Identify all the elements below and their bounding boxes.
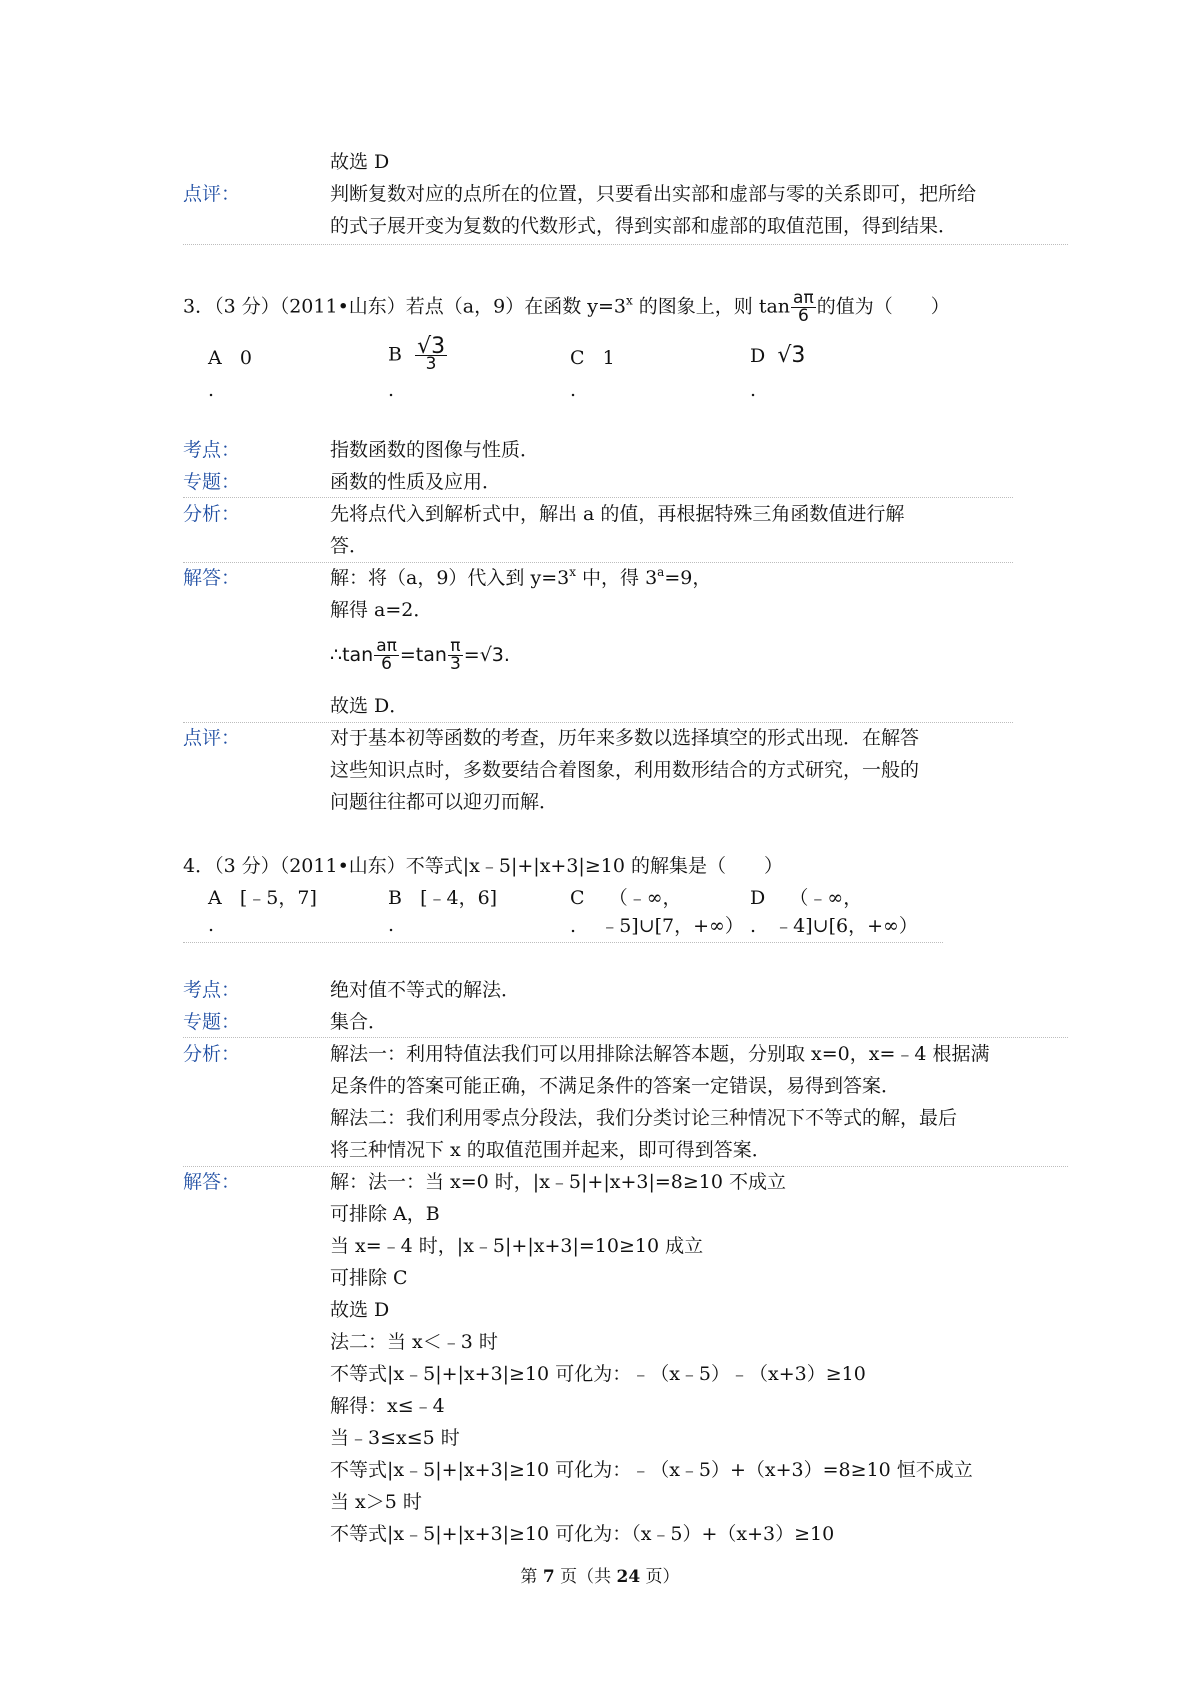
q3-jieda-formula: ∴tan $\frac{a\pi}{6}$ =tan $\frac{\pi}{3}$ =√3.	[330, 636, 510, 674]
q3-option-a[interactable]: A 0	[208, 347, 252, 369]
q3-kaodian: 指数函数的图像与性质．	[330, 439, 540, 461]
q4-kaodian: 绝对值不等式的解法．	[330, 979, 521, 1001]
q3-option-b[interactable]: B $\frac{√3}{3}$	[388, 334, 446, 374]
q4-fenxi-line-2: 足条件的答案可能正确，不满足条件的答案一定错误，易得到答案．	[330, 1075, 901, 1097]
q4-option-c[interactable]: C （﹣∞，	[570, 887, 682, 909]
q4-option-b-dot: .	[388, 914, 395, 936]
q3-jieda-line-1: 解：将（a，9）代入到 $y=3^x$ 中，得 $3^a=9$，	[330, 565, 712, 589]
q4-fenxi-label: 分析：	[183, 1043, 241, 1065]
q3-stem-fraction: $\frac{a\pi}{6}$	[793, 288, 814, 326]
divider	[183, 722, 1013, 723]
q3-fenxi-line-2: 答．	[330, 535, 369, 557]
divider	[183, 497, 1013, 498]
q4-option-d-line2: . ﹣4]∪[6，+∞）	[750, 915, 918, 937]
q3-fenxi-line-1: 先将点代入到解析式中，解出 a 的值，再根据特殊三角函数值进行解	[330, 503, 905, 525]
q4-stem: 4．（3 分）（2011•山东）不等式|x﹣5|+|x+3|≥10 的解集是（ ）	[183, 855, 783, 877]
q4-jieda-line-6: 法二：当 x＜﹣3 时	[330, 1331, 498, 1353]
top-comment-line-2: 的式子展开变为复数的代数形式，得到实部和虚部的取值范围，得到结果．	[330, 215, 958, 237]
q3-jieda-line-2: 解得 a=2．	[330, 599, 433, 621]
q3-zhuanti-label: 专题：	[183, 471, 241, 493]
q4-fenxi-line-3: 解法二：我们利用零点分段法，我们分类讨论三种情况下不等式的解，最后	[330, 1107, 958, 1129]
q4-fenxi-line-1: 解法一：利用特值法我们可以用排除法解答本题，分别取 x=0，x=﹣4 根据满	[330, 1043, 990, 1065]
q4-jieda-line-3: 当 x=﹣4 时，|x﹣5|+|x+3|=10≥10 成立	[330, 1235, 704, 1257]
q4-zhuanti: 集合．	[330, 1011, 388, 1033]
q4-jieda-line-7: 不等式|x﹣5|+|x+3|≥10 可化为：﹣（x﹣5）﹣（x+3）≥10	[330, 1363, 866, 1385]
top-comment-label: 点评：	[183, 183, 241, 205]
q3-option-b-dot: .	[388, 379, 395, 401]
q4-kaodian-label: 考点：	[183, 979, 241, 1001]
q4-jieda-line-5: 故选 D	[330, 1299, 390, 1321]
q4-jieda-line-9: 当﹣3≤x≤5 时	[330, 1427, 460, 1449]
q3-option-b-fraction: $\frac{√3}{3}$	[417, 334, 446, 374]
q4-jieda-line-8: 解得：x≤﹣4	[330, 1395, 445, 1417]
q4-fenxi-line-4: 将三种情况下 x 的取值范围并起来，即可得到答案．	[330, 1139, 771, 1161]
q3-stem: 3．（3 分）（2011•山东）若点（a，9）在函数 $y=3^x$ 的图象上，则 tan $\frac{a\pi}{6}$ 的值为（ ）	[183, 288, 950, 326]
q3-option-d-dot: .	[750, 379, 757, 401]
q4-option-a[interactable]: A [﹣5，7]	[208, 887, 317, 909]
divider	[183, 942, 943, 943]
q4-jieda-line-1: 解：法一：当 x=0 时，|x﹣5|+|x+3|=8≥10 不成立	[330, 1171, 787, 1193]
top-comment-line-1: 判断复数对应的点所在的位置，只要看出实部和虚部与零的关系即可，把所给	[330, 183, 977, 205]
q3-option-c[interactable]: C 1	[570, 347, 615, 369]
q3-dianping-line-1: 对于基本初等函数的考查，历年来多数以选择填空的形式出现．在解答	[330, 727, 920, 749]
divider	[183, 1037, 1068, 1038]
q4-jieda-line-10: 不等式|x﹣5|+|x+3|≥10 可化为：﹣（x﹣5）+（x+3）=8≥10 恒不成立	[330, 1459, 973, 1481]
q3-jieda-line-4: 故选 D．	[330, 695, 409, 717]
q4-option-d[interactable]: D （﹣∞，	[750, 887, 863, 909]
q3-dianping-label: 点评：	[183, 727, 241, 749]
page-footer: 第 7 页（共 24 页）	[520, 1567, 680, 1587]
q3-option-a-dot: .	[208, 379, 215, 401]
q4-jieda-line-12: 不等式|x﹣5|+|x+3|≥10 可化为：（x﹣5）+（x+3）≥10	[330, 1523, 835, 1545]
q4-jieda-line-2: 可排除 A，B	[330, 1203, 440, 1225]
q3-dianping-line-3: 问题往往都可以迎刃而解．	[330, 791, 559, 813]
q4-option-c-line2: . ﹣5]∪[7，+∞）	[570, 915, 744, 937]
q4-zhuanti-label: 专题：	[183, 1011, 241, 1033]
divider	[183, 1166, 1068, 1167]
divider	[183, 244, 1068, 245]
q4-jieda-line-11: 当 x＞5 时	[330, 1491, 422, 1513]
top-conclusion: 故选 D	[330, 151, 390, 173]
q3-fenxi-label: 分析：	[183, 503, 241, 525]
q3-jieda-label: 解答：	[183, 567, 241, 589]
q3-dianping-line-2: 这些知识点时，多数要结合着图象，利用数形结合的方式研究，一般的	[330, 759, 920, 781]
q3-kaodian-label: 考点：	[183, 439, 241, 461]
q4-option-b[interactable]: B [﹣4，6]	[388, 887, 498, 909]
q4-jieda-line-4: 可排除 C	[330, 1267, 408, 1289]
q4-jieda-label: 解答：	[183, 1171, 241, 1193]
q3-zhuanti: 函数的性质及应用．	[330, 471, 502, 493]
q4-option-a-dot: .	[208, 914, 215, 936]
q3-option-d[interactable]: D √3	[750, 343, 806, 368]
divider	[183, 562, 1013, 563]
q3-option-c-dot: .	[570, 379, 577, 401]
